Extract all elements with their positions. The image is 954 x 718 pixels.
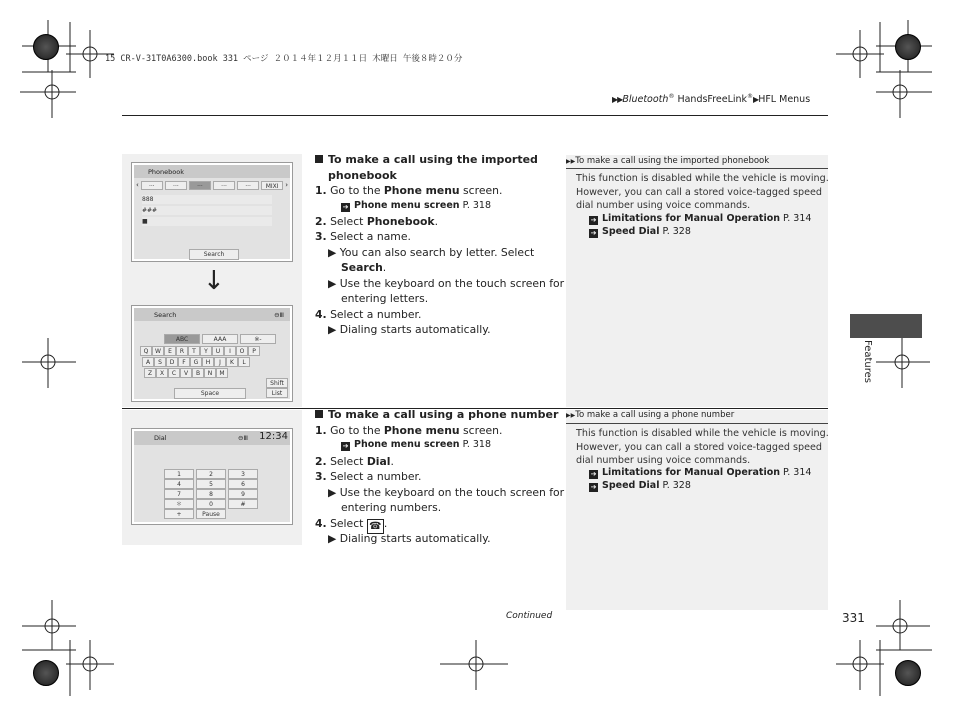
- tab: MIXI: [261, 181, 283, 190]
- step: 2. Select Dial.: [315, 455, 394, 468]
- reference-arrow-icon: ➔: [342, 203, 349, 211]
- note-title: ▶▶To make a call using the imported phonebook: [566, 156, 770, 166]
- sub-step: ▶ You can also search by letter. Select: [328, 246, 535, 259]
- keyboard-key: M: [216, 368, 228, 378]
- signal-icon: ⊖Ⅲ: [274, 311, 284, 319]
- keyboard-key: W: [152, 346, 164, 356]
- screen-title: Dial: [154, 434, 167, 442]
- dial-key: +: [164, 509, 194, 519]
- sub-step: Search.: [341, 261, 387, 274]
- tab: ···: [213, 181, 235, 190]
- cross-reference[interactable]: ➔ Limitations for Manual Operation P. 314: [590, 213, 812, 224]
- list-key: List: [266, 388, 288, 398]
- cross-reference[interactable]: ➔ Phone menu screen P. 318: [342, 439, 492, 450]
- triangle-bullet-icon: ▶: [328, 532, 337, 545]
- tab: ···: [165, 181, 187, 190]
- sub-step: ▶ Use the keyboard on the touch screen for: [328, 486, 565, 499]
- breadcrumb-part: HandsFreeLink: [674, 94, 748, 106]
- keyboard-key: N: [204, 368, 216, 378]
- registration-dial-icon: [895, 660, 921, 686]
- step: 3. Select a number.: [315, 470, 422, 483]
- note-body: This function is disabled while the vehicle is moving. However, you can call a stored voice-tagged speed dial number using voice commands.: [576, 428, 829, 466]
- search-keyboard-screenshot: [131, 305, 293, 402]
- sub-step: entering letters.: [341, 292, 429, 305]
- step: 1. Go to the Phone menu screen.: [315, 424, 503, 437]
- triangle-bullet-icon: ▶: [328, 246, 337, 259]
- phonebook-tabs: [136, 181, 288, 190]
- sub-step: entering numbers.: [341, 501, 442, 514]
- book-header: 15 CR-V-31T0A6300.book 331 ページ ２０１４年１２月１１日 木曜日 午後８時２０分: [105, 54, 463, 64]
- sub-step: ▶ Dialing starts automatically.: [328, 323, 491, 336]
- breadcrumb-part: Bluetooth: [622, 94, 669, 106]
- chevron-left-icon: ‹: [136, 181, 139, 189]
- keyboard-key: X: [156, 368, 168, 378]
- keyboard-key: E: [164, 346, 176, 356]
- keyboard-key: I: [224, 346, 236, 356]
- dial-key: 5: [196, 479, 226, 489]
- reference-arrow-icon: ➔: [590, 483, 597, 491]
- section-title-text: To make a call using the imported: [328, 153, 538, 166]
- down-arrow-icon: ↓: [203, 266, 225, 296]
- registration-dial-icon: [33, 660, 59, 686]
- dial-key: 2: [196, 469, 226, 479]
- note-marker-icon: ▶▶: [566, 412, 576, 419]
- registered-mark: ®: [747, 93, 754, 100]
- step: 1. Go to the Phone menu screen.: [315, 184, 503, 197]
- header-rule: [122, 115, 828, 116]
- keyboard-key: B: [192, 368, 204, 378]
- triangle-bullet-icon: ▶: [328, 486, 337, 499]
- triangle-bullet-icon: ▶: [328, 277, 337, 290]
- keyboard-key: R: [176, 346, 188, 356]
- keyboard-key: J: [214, 357, 226, 367]
- shift-key: Shift: [266, 378, 288, 388]
- reference-arrow-icon: ➔: [590, 216, 597, 224]
- keyboard-key: Q: [140, 346, 152, 356]
- search-title-bar: [134, 308, 290, 321]
- dial-key: 6: [228, 479, 258, 489]
- breadcrumb: [612, 93, 810, 105]
- keyboard-key: V: [180, 368, 192, 378]
- registration-dial-icon: [895, 34, 921, 60]
- keyboard-key: G: [190, 357, 202, 367]
- keyboard-key: A: [142, 357, 154, 367]
- bullet-square-icon: [315, 155, 323, 163]
- dial-screenshot: [131, 428, 293, 525]
- cross-reference[interactable]: ➔ Speed Dial P. 328: [590, 226, 691, 237]
- page-number: 331: [842, 611, 865, 625]
- reference-arrow-icon: ➔: [590, 470, 597, 478]
- dial-key: ＊: [164, 499, 194, 509]
- note-rule: [566, 168, 828, 169]
- keyboard-key: Y: [200, 346, 212, 356]
- phonebook-title-bar: [134, 165, 290, 178]
- screen-title: Phonebook: [148, 168, 184, 176]
- section-title: [315, 152, 538, 184]
- dial-key: 1: [164, 469, 194, 479]
- search-button: Search: [189, 249, 239, 260]
- continued-label: Continued: [506, 611, 553, 621]
- tab: ···: [237, 181, 259, 190]
- mode-tab: ※-: [240, 334, 276, 344]
- mode-tab: ABC: [164, 334, 200, 344]
- sub-step: ▶ Dialing starts automatically.: [328, 532, 491, 545]
- keyboard-key: Z: [144, 368, 156, 378]
- keyboard-key: S: [154, 357, 166, 367]
- keyboard-key: K: [226, 357, 238, 367]
- note-marker-icon: ▶▶: [566, 158, 576, 165]
- section-title-text: phonebook: [328, 169, 397, 182]
- chapter-tab: [850, 314, 922, 338]
- dial-key: 8: [196, 489, 226, 499]
- screen-title: Search: [154, 311, 177, 319]
- dial-key: 4: [164, 479, 194, 489]
- dial-key: Pause: [196, 509, 226, 519]
- breadcrumb-arrow-icon: ▶: [753, 95, 759, 105]
- chevron-right-icon: ›: [285, 181, 288, 189]
- keyboard-key: D: [166, 357, 178, 367]
- phonebook-row: ■: [142, 217, 272, 226]
- sub-step: ▶ Use the keyboard on the touch screen for: [328, 277, 565, 290]
- mode-tab: AAA: [202, 334, 238, 344]
- phonebook-row: 888: [142, 195, 272, 204]
- section-title-text: To make a call using a phone number: [328, 408, 559, 421]
- keyboard-key: H: [202, 357, 214, 367]
- step: 4. Select ☎ .: [315, 517, 388, 532]
- tab: ···: [141, 181, 163, 190]
- triangle-bullet-icon: ▶: [328, 323, 337, 336]
- keyboard-key: F: [178, 357, 190, 367]
- bullet-square-icon: [315, 410, 323, 418]
- phonebook-screenshot: [131, 162, 293, 262]
- clock: 12:34: [259, 431, 288, 442]
- note-title: ▶▶To make a call using a phone number: [566, 410, 735, 420]
- phonebook-row: ###: [142, 206, 272, 215]
- dial-key: 0: [196, 499, 226, 509]
- reference-arrow-icon: ➔: [590, 229, 597, 237]
- dial-key: 3: [228, 469, 258, 479]
- breadcrumb-arrow-icon: ▶▶: [612, 95, 623, 105]
- cross-reference[interactable]: ➔ Phone menu screen P. 318: [342, 200, 492, 211]
- phone-call-icon: ☎: [367, 519, 384, 534]
- registered-mark: ®: [668, 93, 675, 100]
- dial-title-bar: [134, 431, 290, 445]
- reference-arrow-icon: ➔: [342, 442, 349, 450]
- signal-icon: ⊖Ⅲ: [238, 434, 248, 442]
- chapter-label: Features: [862, 340, 873, 383]
- keyboard-key: U: [212, 346, 224, 356]
- tab: ···: [189, 181, 211, 190]
- keyboard-key: C: [168, 368, 180, 378]
- step: 4. Select a number.: [315, 308, 422, 321]
- dial-key: 9: [228, 489, 258, 499]
- note-rule: [566, 423, 828, 424]
- keyboard-key: O: [236, 346, 248, 356]
- section-title: [315, 407, 558, 423]
- registration-dial-icon: [33, 34, 59, 60]
- dial-key: #: [228, 499, 258, 509]
- step: 3. Select a name.: [315, 230, 411, 243]
- cross-reference[interactable]: ➔ Speed Dial P. 328: [590, 480, 691, 491]
- dial-key: 7: [164, 489, 194, 499]
- cross-reference[interactable]: ➔ Limitations for Manual Operation P. 314: [590, 467, 812, 478]
- keyboard-key: P: [248, 346, 260, 356]
- breadcrumb-part: HFL Menus: [758, 94, 811, 106]
- step: 2. Select Phonebook.: [315, 215, 439, 228]
- note-body: This function is disabled while the vehicle is moving. However, you can call a stored voice-tagged speed dial number using voice commands.: [576, 173, 829, 211]
- keyboard-key: T: [188, 346, 200, 356]
- keyboard-key: L: [238, 357, 250, 367]
- space-key: Space: [174, 388, 246, 399]
